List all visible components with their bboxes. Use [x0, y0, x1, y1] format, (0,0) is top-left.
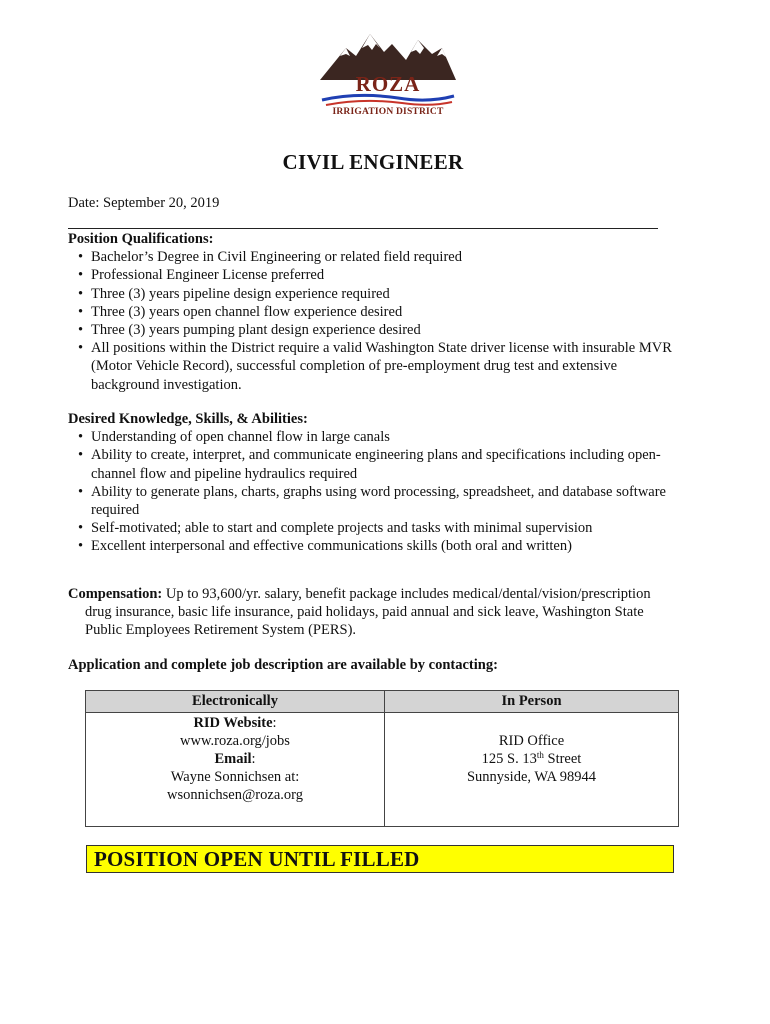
compensation-line-3: Public Employees Retirement System (PERS).: [85, 622, 357, 639]
website-label: RID Website: [193, 715, 273, 731]
compensation-label: Compensation:: [68, 586, 163, 602]
contact-name: Wayne Sonnichsen at:: [170, 769, 300, 785]
office-city: Sunnyside, WA 98944: [466, 769, 597, 785]
website-label-line: [86, 714, 384, 732]
street-number: 125 S. 13: [481, 751, 537, 767]
logo-subtitle: IRRIGATION DISTRICT: [332, 107, 444, 117]
qualifications-section: [68, 230, 688, 394]
email-colon: :: [251, 751, 256, 767]
position-open-banner: POSITION OPEN UNTIL FILLED: [86, 845, 674, 873]
list-item: • Three (3) years open channel flow experience desired: [68, 303, 688, 321]
list-item: • Professional Engineer License preferred: [68, 266, 688, 284]
list-item: • Ability to generate plans, charts, graphs using word processing, spreadsheet, and database software required: [68, 483, 688, 519]
page-title: CIVIL ENGINEER: [282, 150, 464, 174]
street-ordinal: th: [536, 750, 544, 760]
compensation-line-1: [68, 585, 688, 603]
contact-table: [85, 690, 679, 827]
header-in-person: In Person: [501, 693, 562, 709]
street-name: Street: [543, 751, 582, 767]
electronic-contact-cell: [86, 714, 384, 804]
email-label-line: [86, 750, 384, 768]
application-heading: Application and complete job description are available by contacting:: [68, 657, 498, 673]
email-label: Email: [214, 751, 252, 767]
compensation-line-2: drug insurance, basic life insurance, paid holidays, paid annual and sick leave, Washington State: [85, 604, 644, 621]
website-link[interactable]: www.roza.org/jobs: [180, 733, 290, 749]
ksa-list: [68, 428, 688, 555]
list-item: • Three (3) years pumping plant design experience desired: [68, 321, 688, 339]
compensation-text: Up to 93,600/yr. salary, benefit package includes medical/dental/vision/prescription: [162, 586, 651, 602]
posting-date: Date: September 20, 2019: [68, 195, 220, 211]
office-name: RID Office: [498, 733, 565, 749]
roza-logo: [318, 26, 458, 122]
list-item: • Ability to create, interpret, and communicate engineering plans and specifications including open-channel flow and pipeline hydraulics required: [68, 446, 688, 482]
ksa-heading: Desired Knowledge, Skills, & Abilities:: [68, 411, 308, 427]
qualifications-list: [68, 248, 688, 394]
list-item: • Excellent interpersonal and effective communications skills (both oral and written): [68, 537, 688, 555]
header-electronically: Electronically: [192, 693, 278, 709]
list-item: • Three (3) years pipeline design experience required: [68, 285, 688, 303]
list-item: • Self-motivated; able to start and complete projects and tasks with minimal supervision: [68, 519, 688, 537]
ksa-section: [68, 410, 688, 556]
office-street: [385, 750, 678, 768]
compensation-section: [68, 585, 688, 640]
list-item: • Bachelor’s Degree in Civil Engineering or related field required: [68, 248, 688, 266]
in-person-contact-cell: [385, 732, 678, 786]
list-item: • All positions within the District require a valid Washington State driver license with insurable MVR (Motor Vehicle Record), successful completion of pre-employment drug test and extensive background investigation.: [68, 339, 688, 394]
qualifications-heading: Position Qualifications:: [68, 231, 214, 247]
website-colon: :: [272, 715, 277, 731]
divider: [68, 228, 658, 229]
logo-name: ROZA: [355, 72, 421, 96]
email-link[interactable]: wsonnichsen@roza.org: [167, 787, 303, 803]
list-item: • Understanding of open channel flow in large canals: [68, 428, 688, 446]
